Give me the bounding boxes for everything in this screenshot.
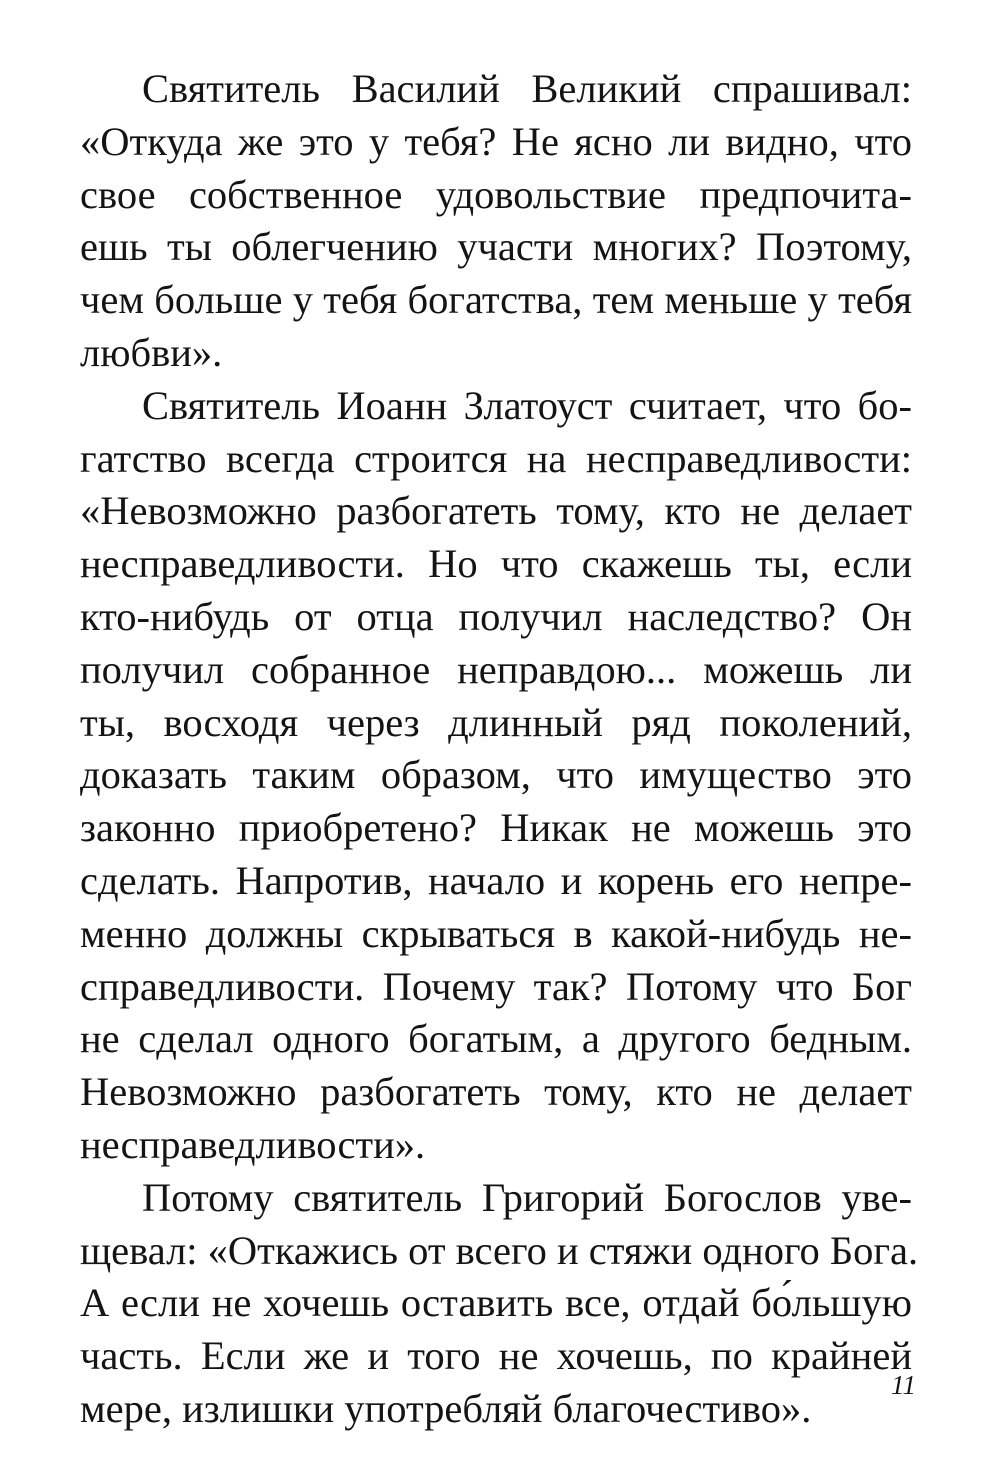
text-line: гатство всегда строится на несправедливости:: [80, 435, 912, 481]
text-line: «Откуда же это у тебя? Не ясно ли видно, что: [80, 118, 912, 164]
text-line: получил собранное неправдою... можешь ли: [80, 646, 912, 692]
text-line: ешь ты облегчению участи многих? Поэтому,: [80, 224, 912, 270]
page-number: 11: [891, 1370, 916, 1400]
text-line: менно должны скрываться в какой-нибудь не-: [80, 910, 912, 956]
text-line: Святитель Василий Великий спрашивал:: [142, 66, 912, 111]
paragraph-gregory: [80, 1172, 919, 1436]
text-line: Потому святитель Григорий Богослов уве-: [142, 1174, 912, 1220]
text-line: «Невозможно разбогатеть тому, кто не делает: [80, 488, 912, 534]
text-line: часть. Если же и того не хочешь, по крайней: [80, 1333, 912, 1379]
body-text: [80, 63, 919, 1436]
text-line: законно приобретено? Никак не можешь это: [80, 805, 912, 851]
paragraph-chrysostom: [80, 380, 912, 1172]
text-line: любви».: [80, 329, 223, 375]
text-line: щевал: «Откажись от всего и стяжи одного Бога.: [80, 1227, 919, 1273]
text-line: ты, восходя через длинный ряд поколений,: [80, 699, 912, 745]
text-line: кто-нибудь от отца получил наследство? Он: [80, 593, 912, 639]
text-line: Невозможно разбогатеть тому, кто не делает: [80, 1069, 912, 1115]
text-line: А если не хочешь оставить все, отдай бо́льшую: [80, 1280, 912, 1326]
text-line: несправедливости. Но что скажешь ты, если: [80, 541, 912, 587]
text-line: сделать. Напротив, начало и корень его непре-: [80, 857, 912, 903]
text-line: несправедливости».: [80, 1121, 426, 1167]
text-line: доказать таким образом, что имущество это: [80, 752, 912, 798]
text-line: Святитель Иоанн Златоуст считает, что бо-: [142, 382, 912, 428]
text-line: не сделал одного богатым, а другого бедным.: [80, 1016, 912, 1062]
text-line: справедливости. Почему так? Потому что Бог: [80, 963, 912, 1009]
text-line: мере, излишки употребляй благочестиво».: [80, 1385, 812, 1431]
paragraph-basil: [80, 63, 912, 380]
text-line: чем больше у тебя богатства, тем меньше у тебя: [80, 277, 912, 323]
text-line: свое собственное удовольствие предпочита-: [80, 171, 912, 217]
